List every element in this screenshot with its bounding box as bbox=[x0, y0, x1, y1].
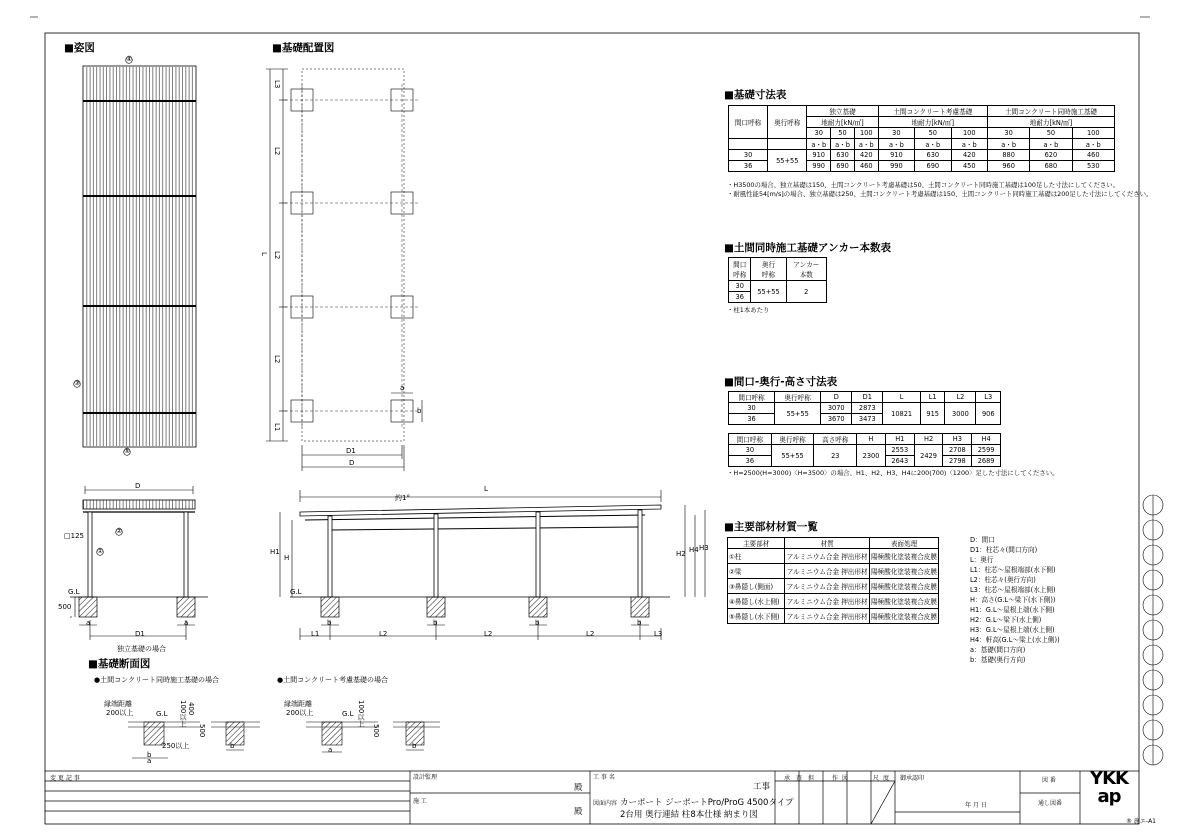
heading-dammen: ■基礎断面図 bbox=[88, 658, 151, 670]
sunpo-cell: 630 bbox=[915, 150, 951, 161]
stamp-5: 尺 bbox=[873, 775, 880, 782]
dim-D-layout: D bbox=[349, 459, 355, 467]
takasa-cell: 3670 bbox=[821, 414, 852, 425]
front-elevation bbox=[70, 486, 208, 640]
sunpo-cell: 690 bbox=[915, 161, 951, 172]
legend-item: b：基礎(奥行方向) bbox=[970, 656, 1026, 664]
takasa-head: L1 bbox=[920, 392, 944, 403]
dim-b-side4: b bbox=[637, 619, 642, 627]
takasa-cell: 906 bbox=[976, 403, 1001, 425]
dim-yaku1: 約1° bbox=[395, 494, 410, 502]
buzai-surf: 陽極酸化塗装複合皮膜 bbox=[870, 609, 939, 624]
takasa-cell: 2689 bbox=[972, 456, 1001, 467]
sunpo-cap: 30 bbox=[878, 128, 914, 139]
sunpo-cap: 30 bbox=[807, 128, 831, 139]
dim-H4-side: H4 bbox=[689, 546, 699, 554]
sunpo-cap: 50 bbox=[831, 128, 855, 139]
dim-a-layout: a bbox=[400, 384, 405, 392]
detail-a-400: 400 bbox=[187, 702, 195, 716]
drawing-title-2: 2台用 奥行連結 柱8本仕様 納まり図 bbox=[620, 810, 758, 820]
member-label-1: ① bbox=[97, 547, 104, 555]
dim-L-layout: L bbox=[260, 252, 268, 256]
sunpo-cell: 680 bbox=[1030, 161, 1072, 172]
sunpo-cell: 420 bbox=[951, 150, 987, 161]
legend-item: D：間口 bbox=[970, 536, 995, 544]
dim-b-side3: b bbox=[535, 619, 540, 627]
title-block-lines bbox=[45, 768, 1139, 824]
sunpo-h-okuyuki: 奥行呼称 bbox=[768, 106, 807, 139]
buzai-surf: 陽極酸化塗装複合皮膜 bbox=[870, 564, 939, 579]
dim-L-side: L bbox=[484, 485, 488, 493]
takasa-cell: 55+55 bbox=[775, 403, 821, 425]
buzai-mat: アルミニウム合金 押出形材 bbox=[785, 549, 870, 564]
detail-a-250: 250以上 bbox=[162, 742, 190, 750]
takasa-note: ・H=2500(H=3000)〈H=3500〉の場合、H1、H2、H3、H4に200(700)〈1200〉足した寸法にしてください。 bbox=[727, 469, 1059, 477]
takasa-cell: 2798 bbox=[943, 456, 972, 467]
takasa-cell: 2553 bbox=[885, 445, 914, 456]
buzai-mat: アルミニウム合金 押出形材 bbox=[785, 594, 870, 609]
henko-kiji: 変 更 記 事 bbox=[50, 775, 80, 782]
dim-L1-layout: L1 bbox=[273, 423, 281, 432]
sunpo-cap: 100 bbox=[951, 128, 987, 139]
dim-GL-side: G.L bbox=[290, 588, 302, 596]
dim-b-side2: b bbox=[433, 619, 438, 627]
heading-sunpo: ■基礎寸法表 bbox=[724, 89, 787, 101]
detail-b-tanmatsu: 縁端距離 bbox=[284, 700, 312, 708]
legend-item: H：高さ(G.L～梁下(水下側)) bbox=[970, 596, 1056, 604]
legend-item: H1：G.L～屋根上端(水下側) bbox=[970, 606, 1055, 614]
dim-b-layout: b bbox=[417, 407, 422, 415]
anchor-row-maguchi: 36 bbox=[729, 292, 751, 303]
detail-a-500: 500 bbox=[198, 724, 206, 738]
sunpo-ab: a・b bbox=[915, 139, 951, 150]
stamp-1: 査 bbox=[796, 775, 803, 782]
sunpo-cell: 960 bbox=[987, 161, 1029, 172]
detail-a-a: a bbox=[147, 757, 152, 765]
sunpo-h-dokuritsu: 独立基礎 bbox=[807, 106, 878, 117]
anchor-h-count: アンカー 本数 bbox=[786, 258, 826, 281]
sekkei-kanri: 設計監理 bbox=[413, 774, 438, 781]
anchor-table bbox=[728, 257, 827, 303]
legend-item: H4：軒高(G.L～梁上(水上側)) bbox=[970, 636, 1060, 644]
section-details bbox=[128, 722, 440, 758]
buzai-surf: 陽極酸化塗装複合皮膜 bbox=[870, 594, 939, 609]
label-dokuritsu-case: 独立基礎の場合 bbox=[117, 645, 166, 653]
sunpo-note-1: ・H3500の場合、独立基礎は150、土間コンクリート考慮基礎は50、土間コンクリート同時施工基礎は100足した寸法にしてください。 bbox=[727, 181, 1120, 189]
buzai-name: ③鼻隠し(側面) bbox=[728, 579, 785, 594]
takasa-head: 間口呼称 bbox=[729, 434, 772, 445]
drawing-code: ® 施エ-A1 bbox=[1126, 818, 1156, 825]
stamp-4: 図 bbox=[842, 775, 849, 782]
buzai-name: ②梁 bbox=[728, 564, 785, 579]
tono-1: 殿 bbox=[574, 783, 583, 793]
zuban-label: 図 番 bbox=[1042, 777, 1056, 784]
dim-a-front1: a bbox=[86, 619, 91, 627]
anchor-okuyuki: 55+55 bbox=[751, 281, 786, 303]
heading-takasa: ■間口-奥行-高さ寸法表 bbox=[724, 376, 838, 388]
koji-label: 工 事 名 bbox=[593, 774, 615, 781]
sunpo-row-maguchi: 36 bbox=[729, 161, 768, 172]
anchor-note: ・柱1本あたり bbox=[727, 306, 770, 314]
stamp-6: 度 bbox=[883, 775, 890, 782]
takasa-cell: 2643 bbox=[885, 456, 914, 467]
dim-a-front2: a bbox=[184, 619, 189, 627]
dim-D-front: D bbox=[135, 482, 141, 490]
heading-sugata: ■姿図 bbox=[64, 42, 95, 54]
heading-anchor: ■土間同時施工基礎アンカー本数表 bbox=[724, 242, 891, 254]
sunpo-cell: 910 bbox=[878, 150, 914, 161]
legend-item: H3：G.L～屋根上端(水上側) bbox=[970, 626, 1055, 634]
side-elevation bbox=[280, 490, 705, 640]
heading-buzai: ■主要部材材質一覧 bbox=[724, 521, 818, 533]
legend-item: H2：G.L～梁下(水上側) bbox=[970, 616, 1042, 624]
anchor-row-maguchi: 30 bbox=[729, 281, 751, 292]
sunpo-ab: a・b bbox=[951, 139, 987, 150]
sunpo-ab: a・b bbox=[807, 139, 831, 150]
legend-item: a：基礎(間口方向) bbox=[970, 646, 1026, 654]
takasa-cell: 3070 bbox=[821, 403, 852, 414]
dim-D1-layout: D1 bbox=[346, 447, 356, 455]
member-label-2: ② bbox=[116, 527, 123, 535]
takasa-head: 奥行呼称 bbox=[775, 392, 821, 403]
sunpo-cell: 880 bbox=[987, 150, 1029, 161]
takasa-cell: 3000 bbox=[945, 403, 976, 425]
takasa-head: 奥行呼称 bbox=[771, 434, 814, 445]
dimension-legend bbox=[970, 535, 1060, 665]
takasa-cell: 10821 bbox=[883, 403, 921, 425]
sunpo-cap: 50 bbox=[1030, 128, 1072, 139]
sunpo-cell: 460 bbox=[1072, 150, 1114, 161]
anchor-h-maguchi: 間口 呼称 bbox=[729, 258, 751, 281]
legend-item: D1：柱芯々(間口方向) bbox=[970, 546, 1038, 554]
sunpo-blank bbox=[768, 139, 807, 150]
takasa-head: D bbox=[821, 392, 852, 403]
buzai-name: ⑤鼻隠し(水下側) bbox=[728, 609, 785, 624]
heading-haichi: ■基礎配置図 bbox=[272, 42, 335, 54]
takasa-head: D1 bbox=[852, 392, 883, 403]
sunpo-cell: 690 bbox=[831, 161, 855, 172]
foundation-layout bbox=[266, 69, 422, 471]
takasa-table-1 bbox=[728, 391, 1001, 425]
anchor-count: 2 bbox=[786, 281, 826, 303]
takasa-cell: 55+55 bbox=[771, 445, 814, 467]
sunpo-cap: 30 bbox=[987, 128, 1029, 139]
detail-a2-b: b bbox=[230, 742, 235, 750]
case-a-label: ●土間コンクリート同時施工基礎の場合 bbox=[94, 676, 219, 684]
sunpo-h-koryo: 土間コンクリート考慮基礎 bbox=[878, 106, 987, 117]
dim-L2-layout-2: L2 bbox=[273, 251, 281, 260]
dim-L2-side1: L2 bbox=[379, 630, 388, 638]
takasa-cell: 36 bbox=[729, 414, 775, 425]
sunpo-cell: 620 bbox=[1030, 150, 1072, 161]
sunpo-cap: 50 bbox=[915, 128, 951, 139]
takasa-head: L bbox=[883, 392, 921, 403]
sunpo-h-maguchi: 間口呼称 bbox=[729, 106, 768, 139]
detail-b-500: 500 bbox=[372, 724, 380, 738]
buzai-head: 材質 bbox=[785, 538, 870, 549]
takasa-head: H1 bbox=[885, 434, 914, 445]
approval-label: 御承認印 bbox=[900, 775, 925, 782]
takasa-cell: 2873 bbox=[852, 403, 883, 414]
takasa-cell: 2599 bbox=[972, 445, 1001, 456]
sunpo-cell: 910 bbox=[807, 150, 831, 161]
detail-a-200: 200以上 bbox=[106, 709, 134, 717]
sunpo-ab: a・b bbox=[1072, 139, 1114, 150]
member-label-4: ④ bbox=[126, 55, 133, 63]
buzai-name: ①柱 bbox=[728, 549, 785, 564]
ykk-ap-logo: YKK ap bbox=[1090, 768, 1128, 807]
takasa-head: H3 bbox=[943, 434, 972, 445]
sunpo-cell: 450 bbox=[951, 161, 987, 172]
buzai-name: ④鼻隠し(水上側) bbox=[728, 594, 785, 609]
buzai-head: 主要部材 bbox=[728, 538, 785, 549]
detail-a-b: b bbox=[147, 751, 152, 759]
dim-H2-side: H2 bbox=[676, 550, 686, 558]
sunpo-ab: a・b bbox=[854, 139, 878, 150]
legend-item: L2：柱芯々(奥行方向) bbox=[970, 576, 1036, 584]
buzai-mat: アルミニウム合金 押出形材 bbox=[785, 579, 870, 594]
dim-L2-layout-3: L2 bbox=[273, 355, 281, 364]
roof-plan bbox=[74, 57, 196, 456]
dim-L2-layout-1: L2 bbox=[273, 147, 281, 156]
stamp-3: 作 bbox=[832, 775, 839, 782]
detail-b-100: 100以上 bbox=[357, 700, 365, 728]
sunpo-cell: 460 bbox=[854, 161, 878, 172]
dim-H3-side: H3 bbox=[699, 544, 709, 552]
drawing-title-1: カーポート ジーポートPro/ProG 4500タイプ bbox=[620, 798, 794, 808]
sunpo-ab: a・b bbox=[878, 139, 914, 150]
approval-date: 年 月 日 bbox=[965, 802, 987, 809]
takasa-table-2 bbox=[728, 433, 1001, 467]
tono-2: 殿 bbox=[574, 807, 583, 817]
takasa-head: 高さ呼称 bbox=[814, 434, 857, 445]
stamp-2: 担 bbox=[808, 775, 815, 782]
takasa-head: 間口呼称 bbox=[729, 392, 775, 403]
sunpo-cell: 990 bbox=[807, 161, 831, 172]
stamp-0: 承 bbox=[784, 775, 791, 782]
sunpo-cell: 530 bbox=[1072, 161, 1114, 172]
takasa-head: L2 bbox=[945, 392, 976, 403]
anchor-h-okuyuki: 奥行 呼称 bbox=[751, 258, 786, 281]
takasa-cell: 2708 bbox=[943, 445, 972, 456]
koji-value: 工事 bbox=[753, 782, 771, 792]
case-b-label: ●土間コンクリート考慮基礎の場合 bbox=[277, 676, 388, 684]
takasa-head: H bbox=[857, 434, 886, 445]
sunpo-note-2: ・耐風性能54[m/s]の場合、独立基礎は250、土間コンクリート考慮基礎は150、土間コンクリート同時施工基礎は200足した寸法にしてください。 bbox=[727, 190, 1153, 198]
sunpo-h-chitai-3: 地耐力[kN/㎡] bbox=[987, 117, 1114, 128]
dim-L1-side: L1 bbox=[311, 630, 320, 638]
buzai-head: 表面処理 bbox=[870, 538, 939, 549]
takasa-cell: 30 bbox=[729, 403, 775, 414]
dim-L2-side3: L2 bbox=[586, 630, 595, 638]
takasa-cell: 36 bbox=[729, 456, 772, 467]
sunpo-ab: a・b bbox=[1030, 139, 1072, 150]
takasa-head: H2 bbox=[914, 434, 943, 445]
detail-b2-b: b bbox=[412, 742, 417, 750]
buzai-surf: 陽極酸化塗装複合皮膜 bbox=[870, 579, 939, 594]
dim-D1-front: D1 bbox=[135, 630, 145, 638]
detail-a-GL: G.L bbox=[156, 710, 168, 718]
buzai-mat: アルミニウム合金 押出形材 bbox=[785, 609, 870, 624]
dim-500-front: 500 bbox=[58, 603, 72, 611]
sunpo-ab: a・b bbox=[831, 139, 855, 150]
sunpo-cap: 100 bbox=[854, 128, 878, 139]
sunpo-h-chitai-1: 地耐力[kN/㎡] bbox=[807, 117, 878, 128]
legend-item: L3：柱芯～屋根端部(水上側) bbox=[970, 586, 1056, 594]
takasa-head: L3 bbox=[976, 392, 1001, 403]
dim-H1-side: H1 bbox=[270, 548, 280, 556]
zumen-label: 図面内容 bbox=[593, 800, 618, 807]
sunpo-h-doji: 土間コンクリート同時施工基礎 bbox=[987, 106, 1114, 117]
dim-b-side1: b bbox=[327, 619, 332, 627]
buzai-table bbox=[727, 537, 939, 624]
detail-b-200: 200以上 bbox=[286, 709, 314, 717]
detail-b-GL: G.L bbox=[342, 710, 354, 718]
sunpo-row-maguchi: 30 bbox=[729, 150, 768, 161]
sunpo-cap: 100 bbox=[1072, 128, 1114, 139]
takasa-cell: 915 bbox=[920, 403, 944, 425]
buzai-mat: アルミニウム合金 押出形材 bbox=[785, 564, 870, 579]
dim-GL-front: G.L bbox=[68, 588, 80, 596]
sunpo-cell: 630 bbox=[831, 150, 855, 161]
dim-L2-side2: L2 bbox=[484, 630, 493, 638]
takasa-cell: 3473 bbox=[852, 414, 883, 425]
sunpo-table bbox=[728, 105, 1115, 172]
dim-H-side: H bbox=[284, 554, 290, 562]
takasa-cell: 30 bbox=[729, 445, 772, 456]
detail-a-tanmatsu: 縁端距離 bbox=[104, 700, 132, 708]
dim-L3-side: L3 bbox=[654, 630, 663, 638]
sunpo-ab: a・b bbox=[987, 139, 1029, 150]
detail-b-a: a bbox=[328, 746, 333, 754]
legend-item: L1：柱芯～屋根端部(水下側) bbox=[970, 566, 1056, 574]
sunpo-cell: 990 bbox=[878, 161, 914, 172]
tsushi-label: 通し図番 bbox=[1038, 800, 1063, 807]
member-label-3: ③ bbox=[74, 379, 81, 387]
dim-L3-layout: L3 bbox=[273, 80, 281, 89]
buzai-surf: 陽極酸化塗装複合皮膜 bbox=[870, 549, 939, 564]
sunpo-row-okuyuki: 55+55 bbox=[768, 150, 807, 172]
seko-label: 施 工 bbox=[413, 798, 427, 805]
takasa-cell: 2429 bbox=[914, 445, 943, 467]
takasa-head: H4 bbox=[972, 434, 1001, 445]
legend-item: L：奥行 bbox=[970, 556, 994, 564]
takasa-cell: 23 bbox=[814, 445, 857, 467]
sunpo-blank bbox=[729, 139, 768, 150]
sunpo-h-chitai-2: 地耐力[kN/㎡] bbox=[878, 117, 987, 128]
dim-sq125: □125 bbox=[64, 532, 84, 540]
takasa-cell: 2300 bbox=[857, 445, 886, 467]
sunpo-cell: 420 bbox=[854, 150, 878, 161]
detail-a-100: 100以上 bbox=[179, 700, 187, 728]
member-label-5: ⑤ bbox=[124, 447, 131, 455]
